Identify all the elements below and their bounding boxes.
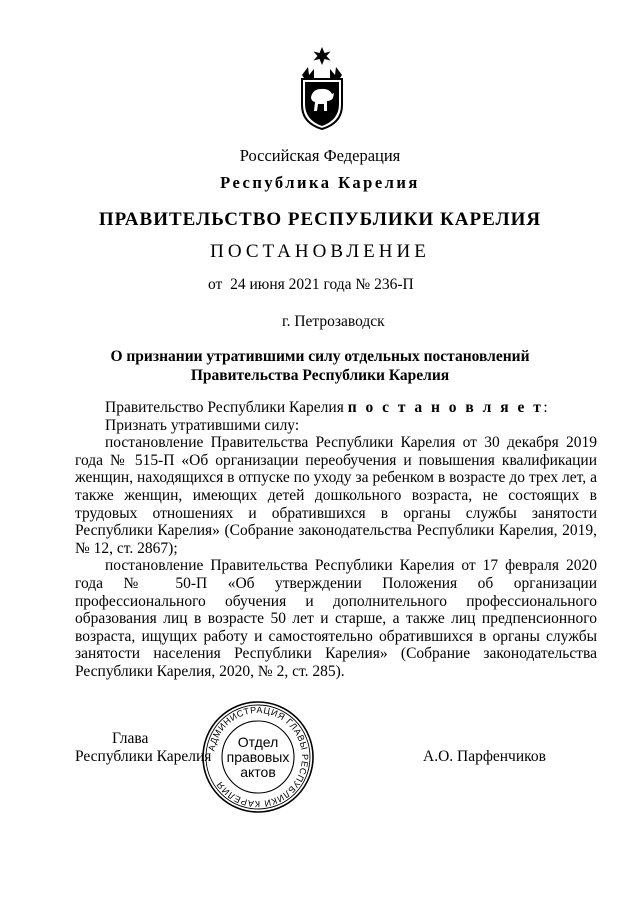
body-paragraph: постановление Правительства Республики Карелия от 17 февраля 2020 года № 50-П «Об утверждении Положения об организации профессионального обучения и дополнительного профессионального образования лиц в возрасте 50 лет и старше, а также лиц предпенсионного возраста, ищущих работу и самостоятельно обратившихся в органы службы занятости населения Республики Карелия» (Собрание законодательства Республики Карелия, 2020, № 2, ст. 285). bbox=[75, 557, 597, 680]
country-name: Российская Федерация bbox=[239, 146, 401, 165]
stamp-inner-line-1: Отдел bbox=[237, 734, 279, 750]
signatory-name: А.О. Парфенчиков bbox=[423, 748, 546, 765]
title-line-2: Правительства Республики Карелия bbox=[190, 367, 450, 384]
document-title bbox=[0, 347, 640, 385]
body-paragraph: Признать утратившими силу: bbox=[105, 416, 300, 434]
official-stamp bbox=[201, 700, 315, 814]
title-line-1: О признании утратившими силу отдельных постановлений bbox=[110, 348, 530, 365]
city-name: г. Петрозаводск bbox=[282, 313, 385, 330]
republic-name: Республика Карелия bbox=[220, 173, 420, 192]
document-date-number: от 24 июня 2021 года № 236-П bbox=[208, 276, 414, 293]
intro-paragraph bbox=[75, 399, 597, 417]
government-name: ПРАВИТЕЛЬСТВО РЕСПУБЛИКИ КАРЕЛИЯ bbox=[98, 209, 542, 230]
document-body bbox=[75, 399, 597, 681]
signatory-position-line-1: Глава bbox=[112, 730, 149, 747]
stamp-ring-text: АДМИНИСТРАЦИЯ ГЛАВЫ РЕСПУБЛИКИ КАРЕЛИЯ bbox=[206, 704, 311, 810]
intro-spaced-verb: п о с т а н о в л я е т bbox=[347, 399, 544, 416]
document-type: ПОСТАНОВЛЕНИЕ bbox=[210, 241, 430, 262]
signatory-position-line-2: Республики Карелия bbox=[75, 748, 212, 765]
stamp-inner-line-2: правовых bbox=[226, 749, 290, 765]
body-paragraph: постановление Правительства Республики Карелия от 30 декабря 2019 года № 515-П «Об организации переобучения и повышения квалификации женщин, находящихся в отпуске по уходу за ребенком в возрасте до трех лет, а также женщин, имеющих детей дошкольного возраста, не состоящих в трудовых отношениях и обратившихся в органы службы занятости Республики Карелия» (Собрание законодательства Республики Карелия, 2019, № 12, ст. 2867); bbox=[75, 434, 597, 557]
intro-suffix: : bbox=[543, 399, 548, 416]
intro-prefix: Правительство Республики Карелия bbox=[105, 399, 348, 416]
stamp-inner-line-3: актов bbox=[240, 764, 276, 780]
coat-of-arms-emblem bbox=[296, 45, 348, 131]
